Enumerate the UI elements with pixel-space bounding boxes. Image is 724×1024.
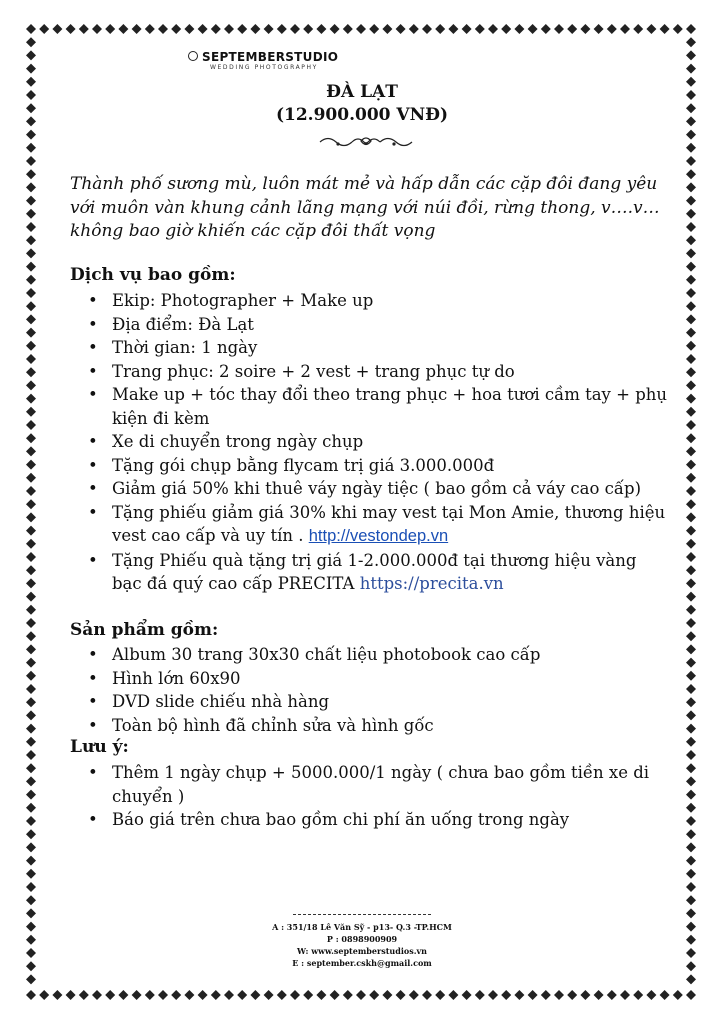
footer-phone: P : 0898900909 xyxy=(326,934,398,944)
list-item: • Thêm 1 ngày chụp + 5000.000/1 ngày ( chưa bao gồm tiền xe di chuyển ) xyxy=(70,761,670,808)
notes-list xyxy=(70,761,670,832)
list-item: • Ekip: Photographer + Make up xyxy=(70,289,670,313)
list-item: • Thời gian: 1 ngày xyxy=(70,336,670,360)
gift-text: Tặng Phiếu quà tặng trị giá 1-2.000.000đ tại thương hiệu vàng bạc đá quý cao cấp PRECITA xyxy=(112,550,637,593)
footer-web: W: www.septemberstudios.vn xyxy=(297,946,427,956)
list-item xyxy=(70,501,670,549)
footer-address: A : 351/18 Lê Văn Sỹ - p13- Q.3 -TP.HCM xyxy=(272,922,452,932)
list-item: • Báo giá trên chưa bao gồm chi phí ăn uống trong ngày xyxy=(70,808,670,832)
list-item: • Hình lớn 60x90 xyxy=(70,667,670,691)
footer-divider xyxy=(293,914,431,915)
products-list xyxy=(70,643,670,737)
logo-tagline: WEDDING PHOTOGRAPHY xyxy=(210,64,318,71)
list-item: • Xe di chuyển trong ngày chụp xyxy=(70,430,670,454)
price-label: (12.900.000 VNĐ) xyxy=(275,105,449,125)
page-title: ĐÀ LẠT xyxy=(326,82,398,102)
precita-link[interactable]: https://precita.vn xyxy=(359,574,504,593)
services-list xyxy=(70,289,670,596)
list-item: • Toàn bộ hình đã chỉnh sửa và hình gốc xyxy=(70,714,670,738)
services-heading: Dịch vụ bao gồm: xyxy=(70,265,236,285)
studio-logo xyxy=(188,50,339,76)
logo-brand: SEPTEMBERSTUDIO xyxy=(202,50,339,64)
list-item: • Trang phục: 2 soire + 2 vest + trang phục tự do xyxy=(70,360,670,384)
list-item: • Make up + tóc thay đổi theo trang phục + hoa tươi cầm tay + phụ kiện đi kèm xyxy=(70,383,670,430)
list-item: • DVD slide chiếu nhà hàng xyxy=(70,690,670,714)
logo-mark-icon xyxy=(188,51,198,61)
list-item: • Địa điểm: Đà Lạt xyxy=(70,313,670,337)
ornament-divider-icon xyxy=(318,133,414,151)
list-item: • Album 30 trang 30x30 chất liệu photobook cao cấp xyxy=(70,643,670,667)
notes-heading: Lưu ý: xyxy=(70,737,129,757)
list-item: • Tặng gói chụp bằng flycam trị giá 3.000.000đ xyxy=(70,454,670,478)
list-item xyxy=(70,549,670,596)
list-item: • Giảm giá 50% khi thuê váy ngày tiệc ( bao gồm cả váy cao cấp) xyxy=(70,477,670,501)
products-heading: Sản phẩm gồm: xyxy=(70,620,219,640)
intro-paragraph: Thành phố sương mù, luôn mát mẻ và hấp dẫn các cặp đôi đang yêu với muôn vàn khung cảnh lãng mạng với núi đồi, rừng thong, v….v… không bao giờ khiến các cặp đôi thất vọng xyxy=(70,174,660,241)
vestondep-link[interactable]: http://vestondep.vn xyxy=(308,527,449,545)
footer-email: E : september.cskh@gmail.com xyxy=(292,958,432,968)
voucher-text: Tặng phiếu giảm giá 30% khi may vest tại Mon Amie, thương hiệu vest cao cấp và uy tín . xyxy=(112,502,666,545)
